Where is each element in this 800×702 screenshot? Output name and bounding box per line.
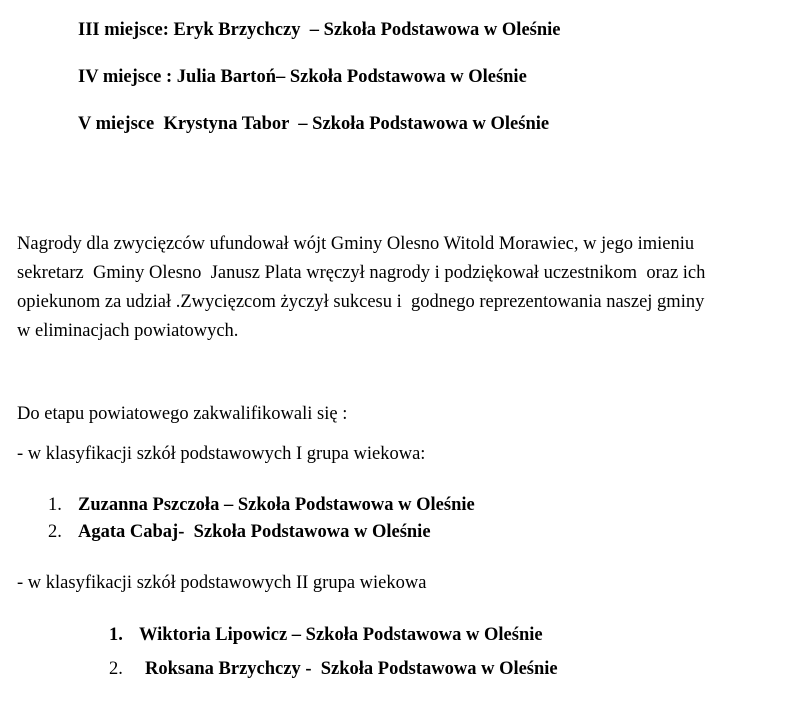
paragraph-line: Nagrody dla zwycięzców ufundował wójt Gminy Olesno Witold Morawiec, w jego imieniu	[17, 234, 695, 254]
list-item-number: 2.	[109, 659, 123, 679]
place-3-line: III miejsce: Eryk Brzychczy – Szkoła Podstawowa w Oleśnie	[78, 20, 561, 40]
list-item-number: 2.	[48, 522, 62, 542]
paragraph-line: sekretarz Gminy Olesno Janusz Plata wręczył nagrody i podziękował uczestnikom oraz ich	[17, 263, 706, 283]
list-item-text: Wiktoria Lipowicz – Szkoła Podstawowa w Oleśnie	[139, 625, 543, 645]
list-item-text: Agata Cabaj- Szkoła Podstawowa w Oleśnie	[78, 522, 431, 542]
paragraph-line: opiekunom za udział .Zwycięzcom życzył sukcesu i godnego reprezentowania naszej gminy	[17, 292, 705, 312]
qualified-intro: Do etapu powiatowego zakwalifikowali się :	[17, 404, 348, 424]
list-item-number: 1.	[48, 495, 62, 515]
list-item-text: Roksana Brzychczy - Szkoła Podstawowa w Oleśnie	[145, 659, 558, 679]
awards-paragraph	[17, 230, 787, 346]
list-item-number: 1.	[109, 625, 123, 645]
list-item-text: Zuzanna Pszczoła – Szkoła Podstawowa w Oleśnie	[78, 495, 475, 515]
group-1-heading: - w klasyfikacji szkół podstawowych I grupa wiekowa:	[17, 444, 426, 464]
place-4-line: IV miejsce : Julia Bartoń– Szkoła Podstawowa w Oleśnie	[78, 67, 527, 87]
paragraph-line: w eliminacjach powiatowych.	[17, 321, 239, 341]
place-5-line: V miejsce Krystyna Tabor – Szkoła Podstawowa w Oleśnie	[78, 114, 550, 134]
group-2-heading: - w klasyfikacji szkół podstawowych II grupa wiekowa	[17, 573, 427, 593]
